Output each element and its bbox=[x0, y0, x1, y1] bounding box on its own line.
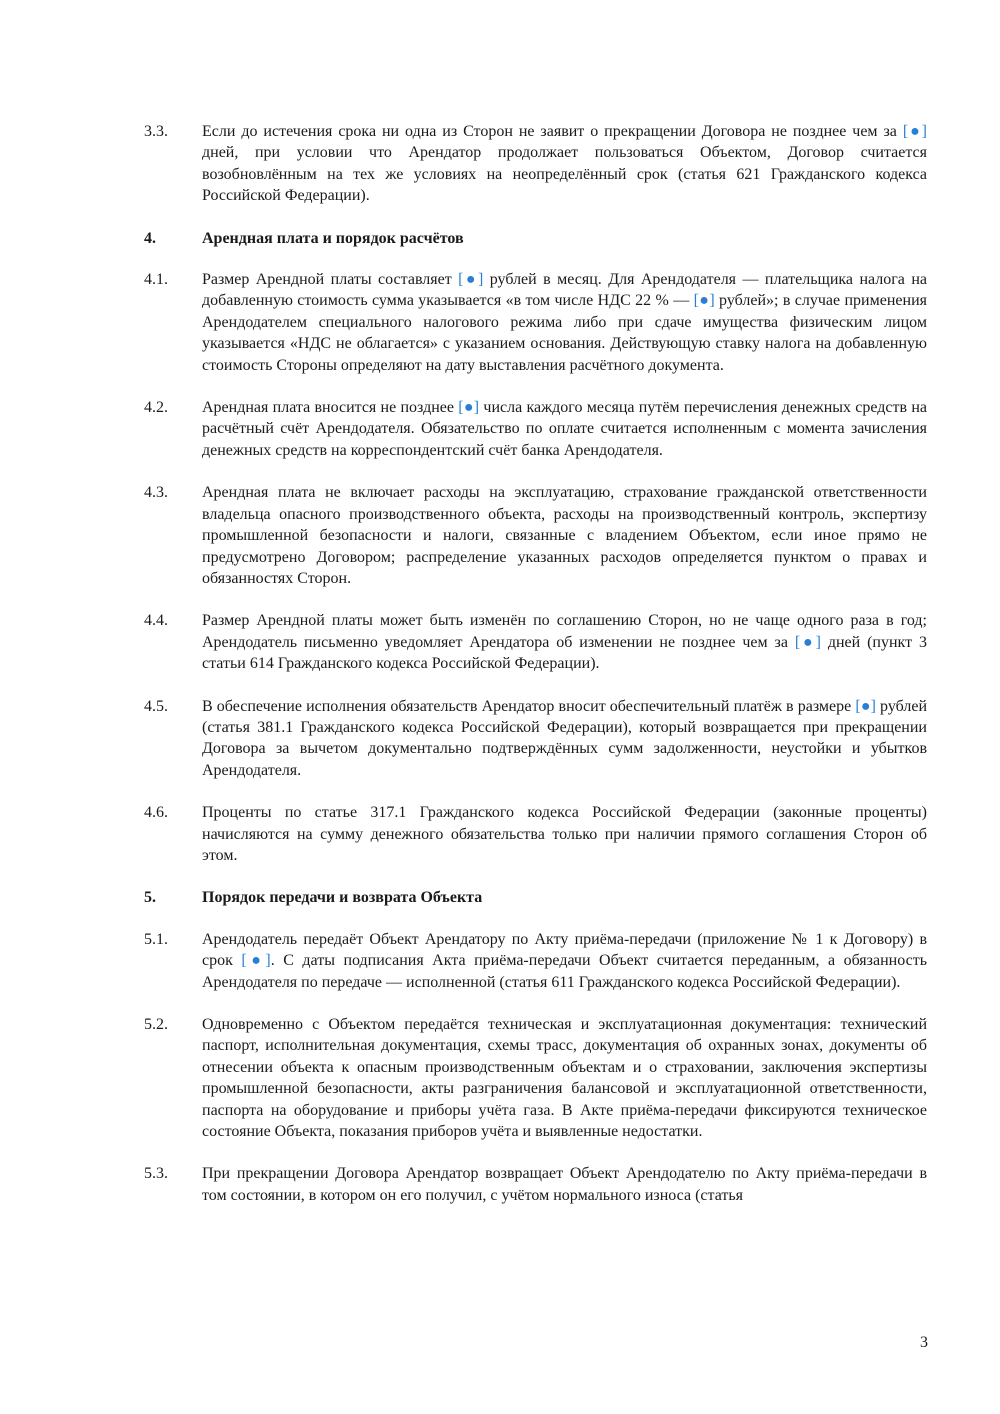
clause-text-segment: рублей (статья 381.1 Гражданского кодекса Российской Федерации), который возвращается при прекращении Договора за вычетом документально подтверждённых сумм задолженности, неустойки и убытков Арендодателя. bbox=[202, 697, 928, 779]
clause-item bbox=[144, 121, 927, 207]
clause-text-segment: При прекращении Договора Арендатор возвращает Объект Арендодателю по Акту приёма-передачи в том состоянии, в котором он его получил, с учётом нормального износа (статья bbox=[202, 1165, 927, 1204]
clause-number: 4.2. bbox=[144, 399, 168, 417]
clause-text-segment: Арендодатель передаёт Объект Арендатору по Акту приёма-передачи (приложение № 1 к Договору) в срок bbox=[202, 930, 927, 970]
clause-number: 5.2. bbox=[144, 1016, 168, 1033]
clause-text bbox=[202, 696, 927, 782]
placeholder-mark: [●] bbox=[693, 292, 715, 310]
clause-text-segment: Размер Арендной платы составляет bbox=[202, 271, 459, 289]
clause-text bbox=[202, 610, 927, 674]
placeholder-mark: [●] bbox=[794, 633, 821, 651]
section-number: 4. bbox=[144, 229, 156, 247]
section-heading bbox=[144, 228, 927, 249]
clause-text-segment: рублей в месяц. Для Арендодателя — плательщика налога на добавленную стоимость сумма указывается «в том числе НДС 22 % — bbox=[202, 271, 927, 310]
clause-number: 4.3. bbox=[144, 484, 168, 502]
clause-text bbox=[202, 482, 927, 589]
section-heading bbox=[144, 887, 927, 908]
clause-text bbox=[202, 802, 927, 866]
clause-text-segment: дней (пункт 3 статьи 614 Гражданского кодекса Российской Федерации). bbox=[202, 633, 927, 673]
clause-text-segment: дней, при условии что Арендатор продолжает пользоваться Объектом, Договор считается возобновлённым на тех же условиях на неопределённый срок (статья 621 Гражданского кодекса Российской Федерации). bbox=[202, 144, 927, 205]
clause-item bbox=[144, 610, 927, 674]
clause-number: 4.4. bbox=[144, 612, 168, 630]
clause-text-segment: Если до истечения срока ни одна из Сторон не заявит о прекращении Договора не позднее чем за bbox=[202, 123, 903, 140]
placeholder-mark: [●] bbox=[458, 399, 480, 417]
clause-item bbox=[144, 696, 927, 782]
clause-number: 4.5. bbox=[144, 697, 168, 715]
section-title: Порядок передачи и возврата Объекта bbox=[202, 889, 483, 907]
clause-number: 3.3. bbox=[144, 123, 168, 140]
placeholder-mark: [●] bbox=[902, 123, 927, 140]
clause-text-segment: Размер Арендной платы может быть изменён по соглашению Сторон, но не чаще одного раза в год; Арендодатель письменно уведомляет Арендатора об изменении не позднее чем за bbox=[202, 612, 927, 651]
page-number: 3 bbox=[920, 1334, 928, 1351]
clause-item bbox=[144, 269, 927, 376]
clause-item bbox=[144, 802, 927, 866]
clause-number: 5.1. bbox=[144, 930, 168, 948]
section-number: 5. bbox=[144, 889, 156, 907]
clause-item bbox=[144, 1163, 927, 1206]
clause-text bbox=[202, 929, 927, 993]
clause-text-segment: Арендная плата не включает расходы на эксплуатацию, страхование гражданской ответственности владельца опасного производственного объекта, расходы на производственный контроль, экспертизу промышленной безопасности и налоги, связанные с владением Объектом, если иное прямо не предусмотрено Договором; распределение указанных расходов определяется пунктом о правах и обязанностях Сторон. bbox=[202, 484, 927, 587]
clause-text bbox=[202, 1163, 927, 1206]
clause-text-segment: Одновременно с Объектом передаётся техническая и эксплуатационная документация: технический паспорт, исполнительная документация, схемы трасс, документация об охранных зонах, документы об отнесении объекта к опасным производственным объектам и о страховании, заключения экспертизы промышленной безопасности, акты разграничения балансовой и эксплуатационной ответственности, паспорта на оборудование и приборы учёта газа. В Акте приёма-передачи фиксируются техническое состояние Объекта, показания приборов учёта и выявленные недостатки. bbox=[202, 1016, 927, 1141]
clause-text-segment: . С даты подписания Акта приёма-передачи Объект считается переданным, а обязанность Арендодателя по передаче — исполненной (статья 611 Гражданского кодекса Российской Федерации). bbox=[202, 952, 928, 991]
placeholder-mark: [●] bbox=[241, 952, 271, 970]
section-title: Арендная плата и порядок расчётов bbox=[202, 229, 464, 247]
clause-text-segment: числа каждого месяца путём перечисления денежных средств на расчётный счёт Арендодателя. Обязательство по оплате считается исполненным с момента зачисления денежных средств на корреспондентский счёт банка Арендодателя. bbox=[202, 399, 928, 459]
placeholder-mark: [●] bbox=[855, 697, 876, 715]
clause-number: 4.6. bbox=[144, 804, 168, 822]
clause-number: 4.1. bbox=[144, 271, 168, 289]
placeholder-mark: [●] bbox=[458, 271, 484, 289]
clause-text bbox=[202, 1014, 927, 1142]
clause-item bbox=[144, 929, 927, 993]
clause-text-segment: рублей»; в случае применения Арендодателем специального налогового режима либо при сдаче имущества физическим лицом указывается «НДС не облагается» с указанием основания. Действующую ставку налога на добавленную стоимость Стороны определяют на дату выставления расчётного документа. bbox=[202, 292, 927, 374]
clause-text-segment: В обеспечение исполнения обязательств Арендатор вносит обеспечительный платёж в размере bbox=[202, 697, 856, 715]
clause-text-segment: Арендная плата вносится не позднее bbox=[202, 399, 459, 417]
clause-text bbox=[202, 397, 927, 461]
clause-item bbox=[144, 397, 927, 461]
clause-number: 5.3. bbox=[144, 1165, 168, 1183]
clause-text-segment: Проценты по статье 317.1 Гражданского кодекса Российской Федерации (законные проценты) начисляются на сумму денежного обязательства только при наличии прямого соглашения Сторон об этом. bbox=[202, 804, 927, 864]
clause-item bbox=[144, 1014, 927, 1142]
clause-text bbox=[202, 121, 927, 207]
clause-item bbox=[144, 482, 927, 589]
page-content bbox=[144, 121, 927, 1227]
clause-text bbox=[202, 269, 927, 376]
